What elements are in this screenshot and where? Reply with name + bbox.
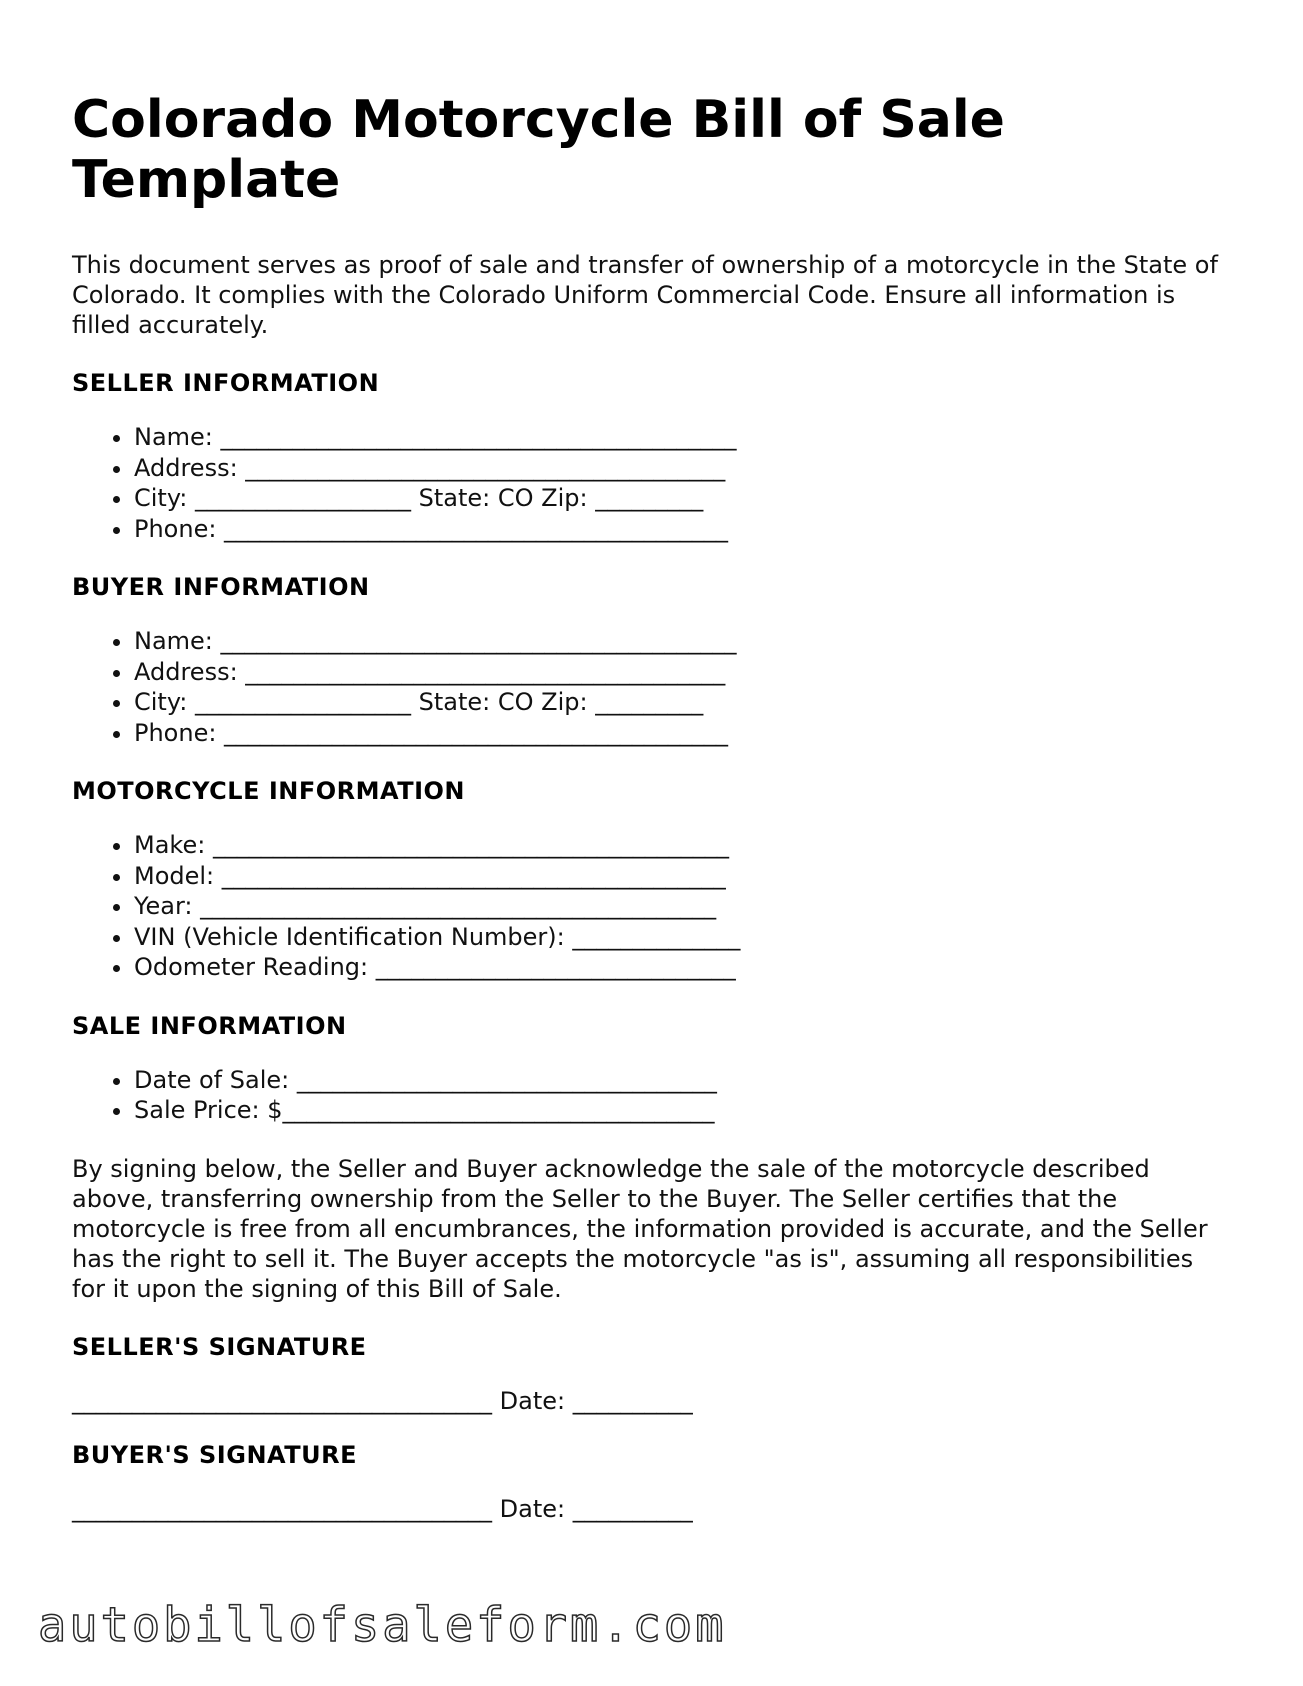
seller-fields-list [72,422,1232,544]
site-watermark: autobillofsaleform.com [38,1598,727,1653]
seller-signature-line: ___________________________________ Date: __________ [72,1386,693,1415]
seller-city-state-zip-field: • City: __________________ State: CO Zip: _________ [134,483,1232,514]
motorcycle-year-field: • Year: ___________________________________________ [134,891,1232,922]
document-page [72,90,1232,1548]
motorcycle-fields-list [72,830,1232,983]
sale-fields-list [72,1065,1232,1126]
seller-phone-field: • Phone: __________________________________________ [134,514,1232,545]
buyer-fields-list [72,626,1232,748]
buyer-name-field: • Name: ___________________________________________ [134,626,1232,657]
buyer-signature-heading: BUYER'S SIGNATURE [72,1440,357,1469]
seller-address-field: • Address: ________________________________________ [134,453,1232,484]
seller-signature-heading: SELLER'S SIGNATURE [72,1332,367,1361]
buyer-address-field: • Address: ________________________________________ [134,657,1232,688]
motorcycle-model-field: • Model: __________________________________________ [134,861,1232,892]
intro-paragraph: This document serves as proof of sale and transfer of ownership of a motorcycle in the State of Colorado. It complies with the Colorado Uniform Commercial Code. Ensure all information is filled accurately. [72,251,1218,339]
sale-section-heading: SALE INFORMATION [72,1011,347,1040]
motorcycle-make-field: • Make: ___________________________________________ [134,830,1232,861]
sale-date-field: • Date of Sale: ___________________________________ [134,1065,1232,1096]
motorcycle-odometer-field: • Odometer Reading: ______________________________ [134,952,1232,983]
buyer-section-heading: BUYER INFORMATION [72,573,370,601]
seller-section-heading: SELLER INFORMATION [72,369,380,397]
motorcycle-section-heading: MOTORCYCLE INFORMATION [72,777,466,805]
motorcycle-vin-field: • VIN (Vehicle Identification Number): ______________ [134,922,1232,953]
buyer-city-state-zip-field: • City: __________________ State: CO Zip: _________ [134,687,1232,718]
acknowledgement-paragraph: By signing below, the Seller and Buyer acknowledge the sale of the motorcycle described above, transferring ownership from the Seller to the Buyer. The Seller certifies that the motorcycle is free from all encumbrances, the information provided is accurate, and the Seller has the right to sell it. The Buyer accepts the motorcycle "as is", assuming all responsibilities for it upon the signing of this Bill of Sale. [72,1154,1208,1303]
page-title: Colorado Motorcycle Bill of Sale Template [72,90,1005,210]
buyer-phone-field: • Phone: __________________________________________ [134,718,1232,749]
buyer-signature-line: ___________________________________ Date: __________ [72,1494,693,1523]
sale-price-field: • Sale Price: $____________________________________ [134,1095,1232,1126]
seller-name-field: • Name: ___________________________________________ [134,422,1232,453]
